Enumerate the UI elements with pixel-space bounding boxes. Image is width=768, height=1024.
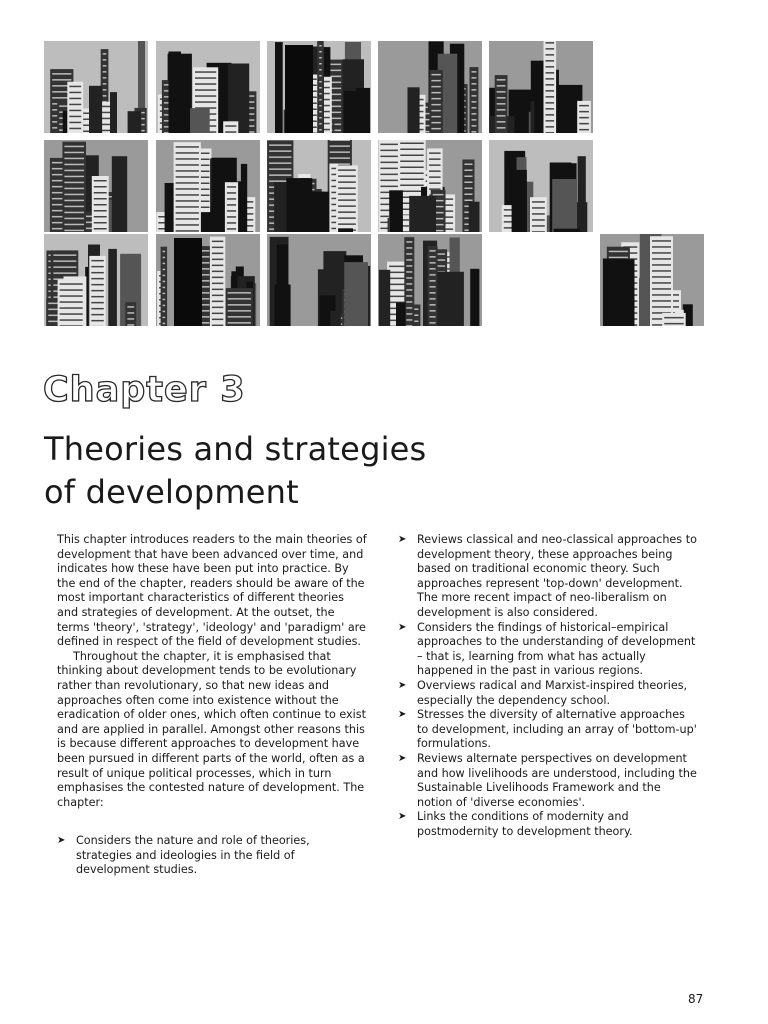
arrow-bullet-icon: ➤ — [398, 752, 407, 764]
city-photo-tile — [44, 234, 148, 326]
chapter-title — [44, 428, 564, 514]
objective-text: Reviews classical and neo-classical approaches to development theory, these approaches being based on traditional economic theory. Such approaches represent 'top-down' development. The more recent impact of neo-liberalism on development is also considered. — [417, 533, 697, 619]
objective-text: Considers the findings of historical–empirical approaches to the understanding of development – that is, learning from what has actually happened in the past in various regions. — [417, 620, 696, 678]
chapter-title-line-1: Theories and strategies — [44, 430, 427, 468]
objective-text: Considers the nature and role of theories, strategies and ideologies in the field of development studies. — [76, 834, 310, 877]
arrow-bullet-icon: ➤ — [57, 835, 66, 847]
arrow-bullet-icon: ➤ — [398, 811, 407, 823]
city-photo-tile — [489, 140, 593, 232]
city-photo-tile — [156, 140, 260, 232]
chapter-objectives-list — [57, 834, 367, 878]
arrow-bullet-icon: ➤ — [398, 709, 407, 721]
objective-text: Links the conditions of modernity and postmodernity to development theory. — [417, 810, 633, 838]
intro-paragraph: This chapter introduces readers to the main theories of development that have been advanced over time, and indicates how these have been put into practice. By the end of the chapter, readers should be aware of the most important characteristics of different theories and strategies of development. At the outset, the terms 'theory', 'strategy', 'ideology' and 'paradigm' are defined in respect of the field of development studies. — [57, 533, 367, 649]
city-photo-tile — [156, 41, 260, 133]
objective-item — [398, 810, 698, 839]
chapter-objectives-list — [398, 533, 698, 839]
objective-item — [57, 834, 367, 878]
city-photo-tile — [600, 234, 704, 326]
arrow-bullet-icon: ➤ — [398, 534, 407, 545]
city-photo-tile — [44, 140, 148, 232]
objective-text: Stresses the diversity of alternative approaches to development, including an array of 'bottom-up' formulations. — [417, 708, 697, 751]
arrow-bullet-icon: ➤ — [398, 621, 407, 633]
chapter-title-line-2: of development — [44, 473, 299, 511]
city-photo-tile — [44, 41, 148, 133]
city-photo-tile — [267, 140, 371, 232]
intro-paragraph: Throughout the chapter, it is emphasised that thinking about development tends to be evolutionary rather than revolutionary, so that new ideas and approaches often come into existence without the eradication of older ones, which often continue to exist and are applied in parallel. Amongst other reasons this is because different approaches to development have been pursued in different parts of the world, often as a result of unique political processes, which in turn emphasises the contested nature of development. The chapter: — [57, 649, 366, 809]
arrow-bullet-icon: ➤ — [398, 679, 407, 691]
city-photo-tile — [378, 140, 482, 232]
city-photo-tile — [156, 234, 260, 326]
objective-item — [398, 679, 698, 708]
city-photo-grid — [0, 0, 768, 340]
page-number: 87 — [688, 992, 704, 1006]
objective-text: Reviews alternate perspectives on development and how livelihoods are understood, including the Sustainable Livelihoods Framework and the notion of 'diverse economies'. — [417, 751, 697, 809]
intro-column — [57, 533, 367, 878]
objective-text: Overviews radical and Marxist-inspired theories, especially the dependency school. — [417, 678, 688, 707]
objective-item — [398, 621, 698, 679]
objective-item — [398, 708, 698, 752]
chapter-number: Chapter 3 — [43, 370, 246, 410]
city-photo-tile — [267, 234, 371, 326]
city-photo-tile — [489, 41, 593, 133]
objective-item — [398, 752, 698, 810]
objectives-column — [398, 533, 698, 839]
city-photo-tile — [267, 41, 371, 133]
city-photo-tile — [378, 41, 482, 133]
objective-item — [398, 533, 698, 621]
city-photo-tile — [378, 234, 482, 326]
